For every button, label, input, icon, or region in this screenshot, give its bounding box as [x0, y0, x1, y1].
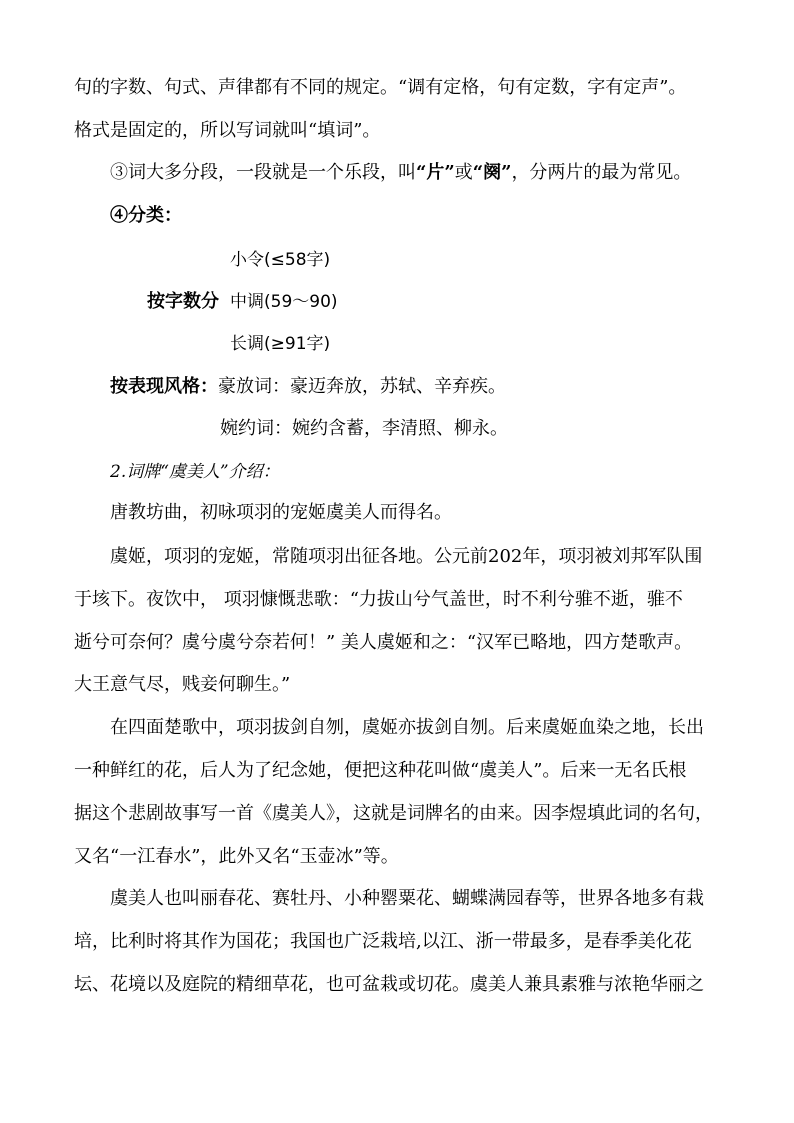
classification-heading: ④分类： [110, 205, 182, 226]
text-run: 或 [454, 162, 473, 183]
zhongdiao-item: 中调(59～90) [230, 292, 338, 312]
paragraph-line: 虞姬，项羽的宠姬，常随项羽出征各地。公元前202年，项羽被刘邦军队围 [110, 546, 703, 567]
style-label: 按表现风格： [110, 376, 218, 397]
word-count-label: 按字数分 [147, 291, 219, 312]
text-run: ③词大多分段，一段就是一个乐段，叫 [110, 162, 416, 183]
paragraph-line: 在四面楚歌中，项羽拔剑自刎，虞姬亦拔剑自刎。后来虞姬血染之地，长出 [110, 717, 704, 738]
term-que: “阕” [472, 162, 512, 183]
changdiao-item: 长调(≥91字) [230, 334, 331, 354]
style-line [110, 375, 506, 399]
paragraph-line: 句的字数、句式、声律都有不同的规定。“调有定格，句有定数，字有定声”。 [74, 77, 687, 98]
term-pian: “片” [416, 162, 455, 183]
paragraph-line: 虞美人也叫丽春花、赛牡丹、小种罂粟花、蝴蝶满园春等，世界各地多有栽 [110, 888, 704, 909]
paragraph-line: 据这个悲剧故事写一首《虞美人》，这就是词牌名的由来。因李煜填此词的名句， [74, 803, 713, 824]
paragraph-line: 培，比利时将其作为国花；我国也广泛栽培,以江、浙一带最多，是春季美化花 [74, 931, 692, 952]
paragraph-line: 大王意气尽，贱妾何聊生。” [74, 674, 291, 695]
section-heading: 2.词牌“虞美人”介绍： [110, 462, 280, 482]
paragraph-line: 一种鲜红的花，后人为了纪念她，便把这种花叫做“虞美人”。后来一无名氏根 [74, 760, 687, 781]
text-run: ，分两片的最为常见。 [511, 162, 692, 183]
haofang-item: 豪放词：豪迈奔放，苏轼、辛弃疾。 [218, 376, 506, 397]
paragraph-line: 格式是固定的，所以写词就叫“填词”。 [74, 120, 381, 141]
paragraph-line: 唐教坊曲，初咏项羽的宠姬虞美人而得名。 [110, 502, 452, 523]
paragraph-line: 又名“一江春水”，此外又名“玉壶冰”等。 [74, 846, 399, 867]
paragraph-line: 于垓下。夜饮中， 项羽慷慨悲歌：“力拔山兮气盖世，时不利兮骓不逝，骓不 [74, 589, 683, 610]
xiaoling-item: 小令(≤58字) [230, 250, 331, 270]
paragraph-line: 坛、花境以及庭院的精细草花，也可盆栽或切花。虞美人兼具素雅与浓艳华丽之 [74, 974, 704, 995]
paragraph-line [110, 161, 691, 185]
wanyue-item: 婉约词：婉约含蓄，李清照、柳永。 [220, 418, 508, 439]
paragraph-line: 逝兮可奈何？虞兮虞兮奈若何！” 美人虞姬和之：“汉军已略地，四方楚歌声。 [74, 632, 693, 653]
